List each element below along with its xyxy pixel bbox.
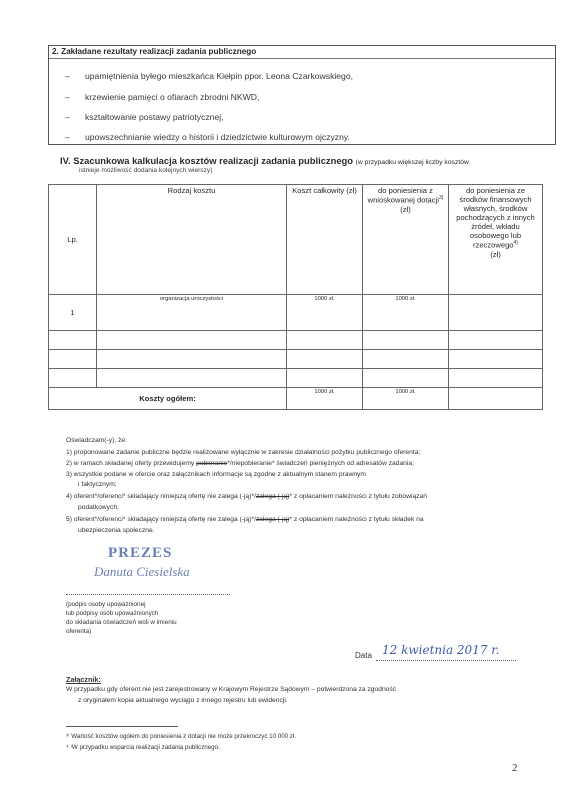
- cell-total: 1000 zł.: [287, 295, 363, 331]
- cell-total: [287, 331, 363, 350]
- date-value: 12 kwietnia 2017 r.: [382, 643, 500, 657]
- cell-kind: [97, 331, 287, 350]
- declaration-1: 1) proponowane zadanie publiczne będzie realizowane wyłącznie w zakresie działalności pożytku publicznego oferenta;: [66, 449, 421, 456]
- cell-grant: [363, 350, 449, 369]
- cell-lp: [49, 350, 97, 369]
- cost-table: [48, 184, 543, 410]
- declaration-2: [66, 460, 414, 467]
- header-total: Koszt całkowity (zł): [287, 185, 363, 295]
- page-number: 2: [512, 762, 518, 774]
- cell-total: [287, 369, 363, 388]
- footnote-3: ³⁾ Wartość kosztów ogółem do poniesienia z dotacji nie może przekroczyć 10 000 zł.: [66, 733, 296, 740]
- cost-section-title-text: IV. Szacunkowa kalkulacja kosztów realizacji zadania publicznego: [60, 155, 353, 166]
- signature-note-line: oferenta): [66, 628, 92, 635]
- cell-own: [449, 331, 543, 350]
- attachment-text: W przypadku gdy oferent nie jest zarejestrowany w Krajowym Rejestrze Sądowym – potwierdzona za zgodność: [66, 686, 397, 693]
- declaration-5-struck: zalega (-ją): [255, 516, 290, 523]
- stamp-name: Danuta Ciesielska: [94, 564, 190, 579]
- declaration-3-cont: i faktycznym;: [78, 481, 117, 488]
- result-item: – kształtowanie postawy patriotycznej,: [65, 112, 224, 122]
- summary-total: 1000 zł.: [287, 388, 363, 410]
- cell-grant: [363, 331, 449, 350]
- result-item: – upowszechnianie wiedzy o historii i dziedzictwie kulturowym ojczyzny.: [65, 132, 350, 142]
- declarations-intro: Oświadczam(-y), że:: [66, 437, 127, 444]
- footnote-ref: 3): [438, 195, 444, 201]
- cell-lp: [49, 369, 97, 388]
- declaration-2-a: 2) w ramach składanej oferty przewidujemy: [66, 460, 197, 467]
- attachment-title: Załącznik:: [66, 675, 101, 684]
- cell-total: [287, 350, 363, 369]
- table-row: [49, 295, 543, 331]
- signature-note-line: (podpis osoby upoważnionej: [66, 601, 146, 608]
- cell-kind: [97, 350, 287, 369]
- cell-grant: 1000 zł.: [363, 295, 449, 331]
- result-item: – krzewienie pamięci o ofiarach zbrodni NKWD,: [65, 92, 260, 102]
- results-section: [48, 45, 556, 145]
- attachment-text-cont: z oryginałem kopia aktualnego wyciągu z innego rejestru lub ewidencji.: [78, 697, 288, 704]
- declaration-5-a: 5) oferent*/oferenci* składający niniejszą ofertę nie zalega (-ją)*/: [66, 516, 256, 523]
- cell-own: [449, 350, 543, 369]
- declaration-4-a: 4) oferent*/oferenci* składający niniejszą ofertę nie zalega (-ją)*/: [66, 493, 256, 500]
- footnote-separator: [66, 726, 178, 727]
- header-own: [449, 185, 543, 295]
- stamp-role: PREZES: [108, 545, 173, 561]
- signature-note-line: do składania oświadczeń woli w imieniu: [66, 619, 177, 626]
- cell-kind: organizacja uroczystości: [97, 295, 287, 331]
- cost-section-note: (w przypadku większej liczby kosztów: [355, 159, 469, 166]
- header-grant-text: do poniesienia z wnioskowanej dotacji: [367, 186, 439, 205]
- summary-grant: 1000 zł.: [363, 388, 449, 410]
- result-item-text: upowszechnianie wiedzy o historii i dziedzictwie kulturowym ojczyzny.: [85, 132, 350, 142]
- cell-kind: [97, 369, 287, 388]
- cell-lp: [49, 331, 97, 350]
- cell-lp: 1: [49, 295, 97, 331]
- declaration-3: 3) wszystkie podane w ofercie oraz załącznikach informacje są zgodne z aktualnym stanem prawnym: [66, 471, 366, 478]
- declaration-2-struck: pobieranie: [196, 460, 228, 467]
- table-row: [49, 350, 543, 369]
- cell-own: [449, 295, 543, 331]
- cell-grant: [363, 369, 449, 388]
- cost-section-note-2: istnieje możliwość dodania kolejnych wierszy): [79, 167, 213, 174]
- declaration-4: [66, 493, 427, 500]
- result-item-text: krzewienie pamięci o ofiarach zbrodni NKWD,: [85, 92, 260, 102]
- summary-label: Koszty ogółem:: [49, 388, 287, 410]
- declaration-4-cont: podatkowych;: [78, 504, 119, 511]
- summary-own: [449, 388, 543, 410]
- date-label: Data: [355, 651, 372, 660]
- signature-note-line: lub podpisy osób upoważnionych: [66, 610, 159, 617]
- result-item-text: kształtowanie postawy patriotycznej,: [85, 112, 224, 122]
- header-grant: [363, 185, 449, 295]
- declaration-5-cont: ubezpieczenia społeczne.: [78, 527, 155, 534]
- date-line: [376, 660, 516, 661]
- header-grant-unit: (zł): [400, 204, 411, 214]
- cell-own: [449, 369, 543, 388]
- president-stamp: [94, 545, 190, 580]
- table-row: [49, 331, 543, 350]
- header-own-text: do poniesienia ze środków finansowych własnych, środków pochodzących z innych źródeł, wkładu osobowego lub rzeczowego: [456, 186, 535, 250]
- result-item-text: upamiętnienia byłego mieszkańca Kiełpin ppor. Leona Czarkowskiego,: [85, 71, 353, 81]
- header-lp: Lp.: [49, 185, 97, 295]
- declaration-5-c: * z opłacaniem należności z tytułu składek na: [289, 516, 424, 523]
- table-summary-row: [49, 388, 543, 410]
- declaration-2-c: */niepobieranie* świadczeń pieniężnych od adresatów zadania;: [227, 460, 414, 467]
- table-header-row: [49, 185, 543, 295]
- footnote-ref: 4): [513, 240, 518, 246]
- header-kind: Rodzaj kosztu: [97, 185, 287, 295]
- table-row: [49, 369, 543, 388]
- signature-line: [66, 594, 230, 595]
- declaration-4-struck: zalega (-ją): [255, 493, 290, 500]
- header-own-unit: (zł): [490, 249, 501, 259]
- declaration-4-c: * z opłacaniem należności z tytułu zobowiązań: [289, 493, 427, 500]
- footnote-4: ⁴ ⁾W przypadku wsparcia realizacji zadania publicznego.: [66, 744, 220, 751]
- result-item: – upamiętnienia byłego mieszkańca Kiełpin ppor. Leona Czarkowskiego,: [65, 71, 353, 81]
- results-section-title: 2. Zakładane rezultaty realizacji zadania publicznego: [49, 46, 555, 59]
- declaration-5: [66, 516, 424, 523]
- cost-section-title: [60, 155, 469, 166]
